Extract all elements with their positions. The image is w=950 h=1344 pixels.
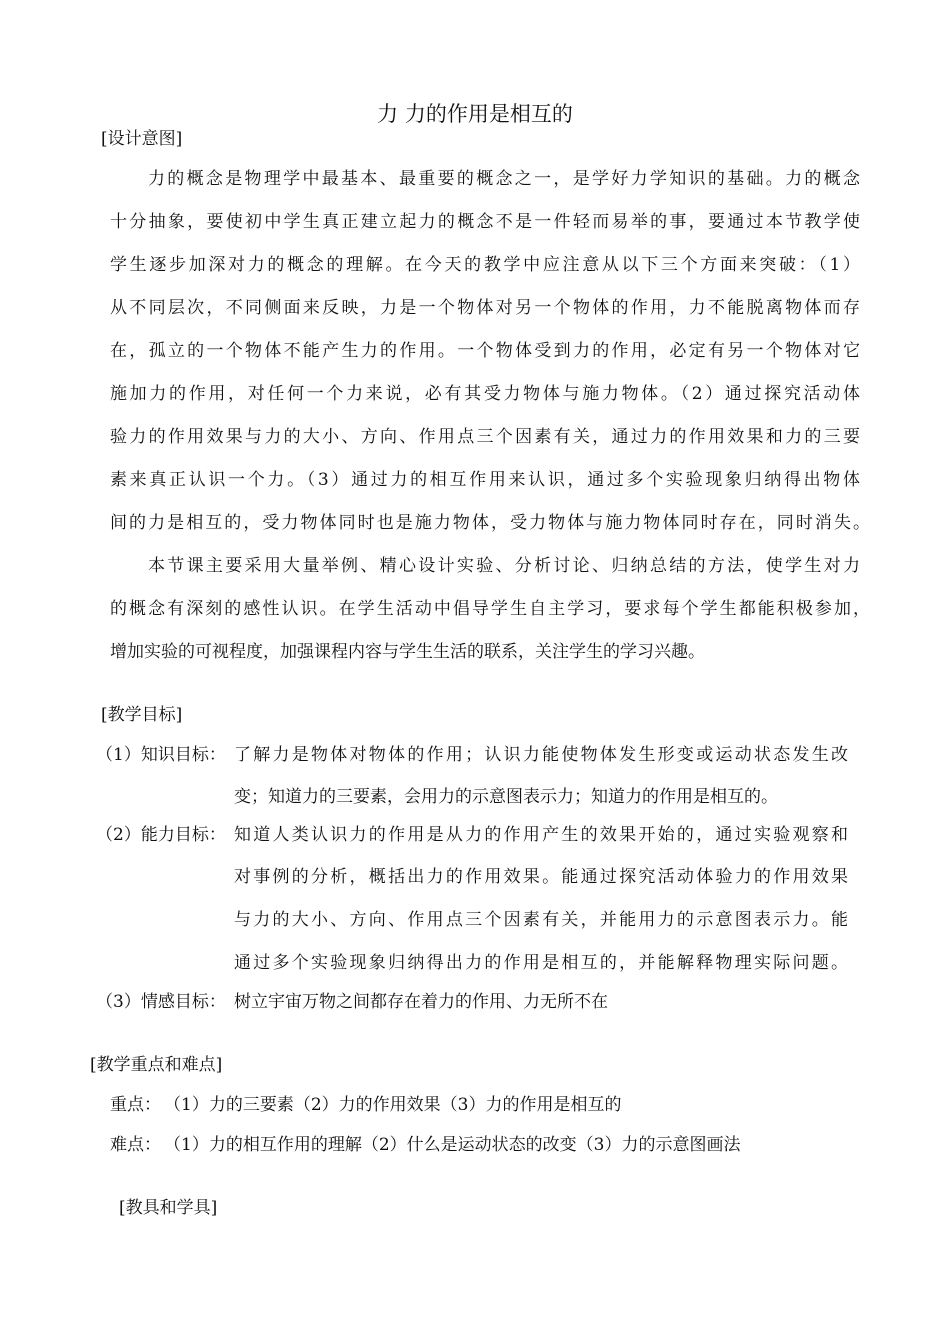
difficult-point-text: （1）力的相互作用的理解（2）什么是运动状态的改变（3）力的示意图画法 (164, 1135, 741, 1155)
goal-label-ability: （2）能力目标： (96, 825, 226, 845)
key-point-text: （1）力的三要素（2）力的作用效果（3）力的作用是相互的 (164, 1095, 622, 1115)
paragraph-line: 学生逐步加深对力的概念的理解。在今天的教学中应注意从以下三个方面来突破：（1） (110, 255, 860, 275)
goal-label-knowledge: （1）知识目标： (96, 745, 226, 765)
paragraph-line: 验力的作用效果与力的大小、方向、作用点三个因素有关，通过力的作用效果和力的三要 (110, 427, 860, 447)
goal-text-line: 与力的大小、方向、作用点三个因素有关，并能用力的示意图表示力。能 (234, 910, 848, 930)
goal-label-emotion: （3）情感目标： (96, 992, 226, 1012)
section-heading-tools: [教具和学具] (119, 1198, 218, 1218)
paragraph-line: 本节课主要采用大量举例、精心设计实验、分析讨论、归纳总结的方法，使学生对力 (148, 556, 860, 576)
key-point-label: 重点： (110, 1095, 161, 1115)
goal-text-line: 对事例的分析，概括出力的作用效果。能通过探究活动体验力的作用效果 (234, 867, 848, 887)
section-heading-teaching-goals: [教学目标] (101, 705, 183, 725)
section-heading-key-points: [教学重点和难点] (90, 1055, 223, 1075)
section-heading-design-intent: [设计意图] (101, 129, 183, 149)
paragraph-line: 从不同层次，不同侧面来反映，力是一个物体对另一个物体的作用，力不能脱离物体而存 (110, 298, 860, 318)
goal-text-line: 了解力是物体对物体的作用；认识力能使物体发生形变或运动状态发生改 (234, 745, 848, 765)
goal-text-line: 变；知道力的三要素，会用力的示意图表示力；知道力的作用是相互的。 (234, 787, 778, 807)
paragraph-line: 在，孤立的一个物体不能产生力的作用。一个物体受到力的作用，必定有另一个物体对它 (110, 341, 860, 361)
paragraph-line: 素来真正认识一个力。（3）通过力的相互作用来认识，通过多个实验现象归纳得出物体 (110, 470, 860, 490)
difficult-point-label: 难点： (110, 1135, 161, 1155)
page-title: 力 力的作用是相互的 (377, 102, 573, 126)
paragraph-line: 力的概念是物理学中最基本、最重要的概念之一，是学好力学知识的基础。力的概念 (148, 169, 860, 189)
paragraph-line: 的概念有深刻的感性认识。在学生活动中倡导学生自主学习，要求每个学生都能积极参加， (110, 599, 870, 619)
goal-text-line: 通过多个实验现象归纳得出力的作用是相互的，并能解释物理实际问题。 (234, 953, 848, 973)
paragraph-line: 间的力是相互的，受力物体同时也是施力物体，受力物体与施力物体同时存在，同时消失。 (110, 513, 870, 533)
goal-text-line: 知道人类认识力的作用是从力的作用产生的效果开始的，通过实验观察和 (234, 825, 848, 845)
paragraph-line: 十分抽象，要使初中学生真正建立起力的概念不是一件轻而易举的事，要通过本节教学使 (110, 212, 860, 232)
goal-text-line: 树立宇宙万物之间都存在着力的作用、力无所不在 (234, 992, 608, 1012)
paragraph-line: 增加实验的可视程度，加强课程内容与学生生活的联系，关注学生的学习兴趣。 (110, 642, 705, 662)
paragraph-line: 施加力的作用，对任何一个力来说，必有其受力物体与施力物体。（2）通过探究活动体 (110, 384, 860, 404)
